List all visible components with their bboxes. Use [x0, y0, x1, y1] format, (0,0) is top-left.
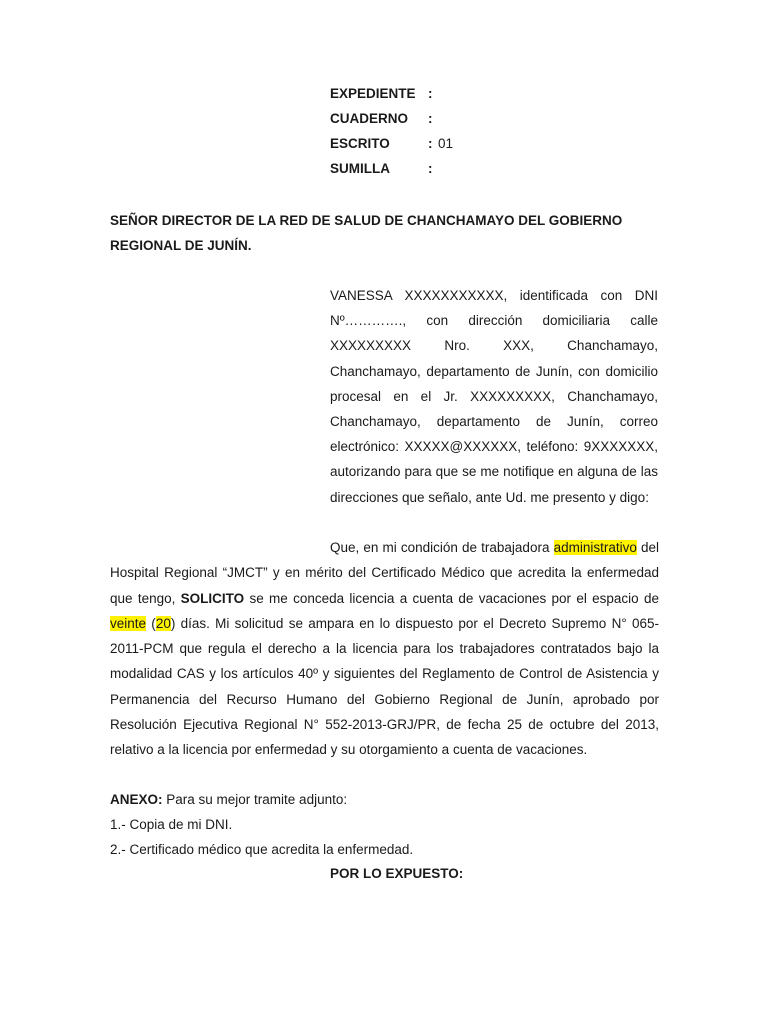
- header-value: [436, 159, 438, 184]
- closing-heading: POR LO EXPUESTO:: [330, 866, 464, 881]
- header-value: [436, 84, 438, 109]
- header-colon: :: [428, 111, 433, 126]
- annex-item: 2.- Certificado médico que acredita la enfermedad.: [110, 842, 414, 857]
- header-row-sumilla: [330, 159, 453, 184]
- header-label: ESCRITO: [330, 136, 390, 151]
- header-colon: :: [428, 161, 433, 176]
- body-text: (: [146, 615, 156, 631]
- header-row-expediente: [330, 84, 453, 109]
- header-colon: :: [428, 136, 433, 151]
- highlighted-text: veinte: [110, 615, 147, 631]
- annex-intro: Para su mejor tramite adjunto:: [162, 792, 348, 807]
- highlighted-text: 20: [155, 615, 171, 631]
- body-text: Que, en mi condición de trabajadora: [330, 540, 554, 555]
- header-row-escrito: [330, 134, 453, 159]
- bold-keyword: SOLICITO: [180, 590, 245, 606]
- body-text: se me conceda licencia a cuenta de vacaciones por el espacio de: [244, 590, 659, 606]
- header-label: SUMILLA: [330, 161, 390, 176]
- body-text: ) días. Mi solicitud se ampara en lo dispuesto por el Decreto Supremo N° 065-2011-PCM que regula el derecho a la licencia para los trabajadores contratados bajo la modalidad CAS y los artículos 40º y siguientes del Reglamento de Control de Asistencia y Permanencia del Recurso Humano del Gobierno Regional de Junín, aprobado por Resolución Ejecutiva Regional N° 552-2013-GRJ/PR, de fecha 25 de octubre del 2013, relativo a la licencia por enfermedad y su otorgamiento a cuenta de vacaciones.: [110, 615, 660, 758]
- annex-heading: [110, 787, 413, 812]
- highlighted-text: administrativo: [553, 540, 637, 555]
- body-text: del Hospital Regional “JMCT” y en mérito del Certificado Médico que acredita la enfermedad que tengo,: [110, 540, 659, 606]
- annex-section: [110, 787, 413, 862]
- header-row-cuaderno: [330, 109, 453, 134]
- annex-item: 1.- Copia de mi DNI.: [110, 817, 233, 832]
- case-header-fields: [330, 84, 453, 184]
- header-colon: :: [428, 86, 433, 101]
- header-value: 01: [438, 136, 454, 151]
- header-value: [436, 109, 438, 134]
- addressee-heading: SEÑOR DIRECTOR DE LA RED DE SALUD DE CHANCHAMAYO DEL GOBIERNO REGIONAL DE JUNÍN.: [110, 213, 623, 253]
- header-label: EXPEDIENTE: [330, 86, 416, 101]
- annex-label: ANEXO:: [110, 792, 163, 807]
- petitioner-introduction: VANESSA XXXXXXXXXXX, identificada con DNI Nº…………., con dirección domiciliaria calle XXXXXXXXX Nro. XXX, Chanchamayo, Chanchamayo, departamento de Junín, con domicilio procesal en el Jr. XXXXXXXXX, Chanchamayo, Chanchamayo, departamento de Junín, correo electrónico: XXXXX@XXXXXX, teléfono: 9XXXXXXX, autorizando para que se me notifique en alguna de las direcciones que señalo, ante Ud. me presento y digo:: [330, 288, 658, 505]
- request-paragraph: [110, 535, 659, 763]
- header-label: CUADERNO: [330, 111, 409, 126]
